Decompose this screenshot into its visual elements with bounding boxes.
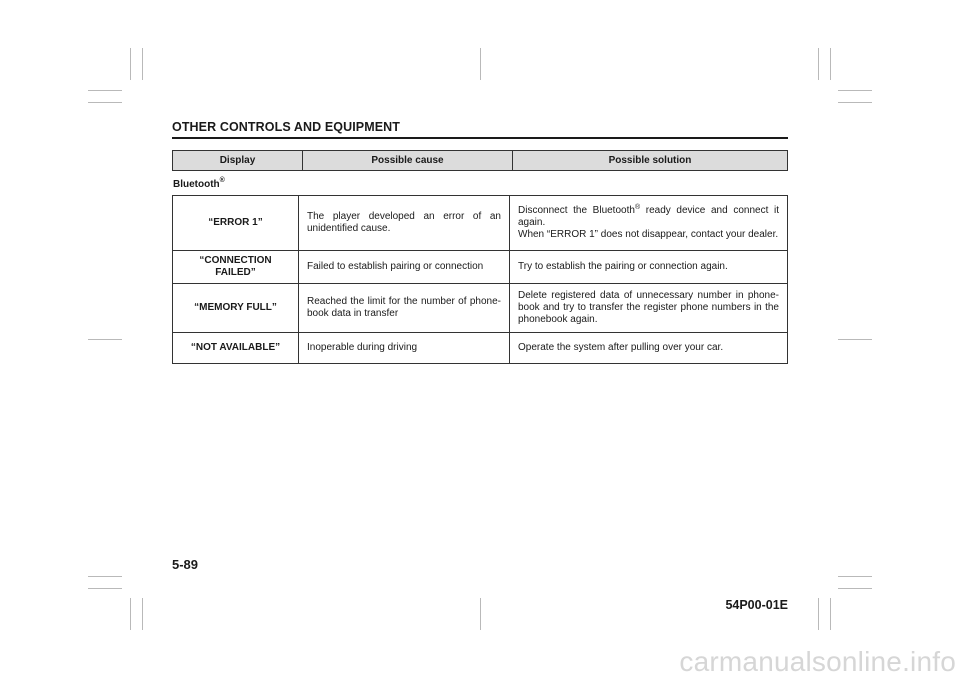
crop-mark [130, 48, 131, 80]
column-header-display: Display [219, 155, 256, 166]
page-number: 5-89 [172, 557, 199, 572]
crop-mark [830, 48, 831, 80]
crop-mark [480, 48, 481, 80]
cause-cell: The player developed an error of an unidentified cause. [299, 196, 510, 251]
solution-cell: Delete registered data of unnecessary number in phone-book and try to transfer the register phone numbers in the phonebook again. [510, 284, 788, 333]
crop-mark [838, 90, 872, 91]
watermark: carmanualsonline.info [679, 646, 956, 677]
table-row [173, 196, 788, 251]
crop-mark [830, 598, 831, 630]
crop-mark [838, 102, 872, 103]
display-cell: “NOT AVAILABLE” [173, 333, 299, 364]
table-row [173, 251, 788, 284]
document-code: 54P00-01E [725, 598, 788, 612]
crop-mark [818, 48, 819, 80]
solution-cell: Operate the system after pulling over your car. [510, 333, 788, 364]
table-row [173, 284, 788, 333]
solution-text: ready device and connect it again. [518, 205, 779, 228]
display-cell [173, 251, 299, 284]
column-header-solution: Possible solution [512, 151, 787, 170]
table-header [172, 150, 788, 171]
header-rule [172, 137, 788, 139]
crop-mark [142, 48, 143, 80]
crop-mark [88, 339, 122, 340]
crop-mark [130, 598, 131, 630]
registered-mark: ® [634, 204, 641, 211]
solution-text: Disconnect the Bluetooth [518, 205, 635, 216]
crop-mark [88, 576, 122, 577]
crop-mark [88, 588, 122, 589]
crop-mark [88, 102, 122, 103]
crop-mark [142, 598, 143, 630]
registered-mark: ® [219, 177, 225, 184]
cause-cell: Failed to establish pairing or connection [299, 251, 510, 284]
table-row [173, 333, 788, 364]
solution-cell [510, 196, 788, 251]
display-line: FAILED” [215, 267, 256, 278]
solution-text: When “ERROR 1” does not disappear, contact your dealer. [518, 229, 779, 240]
subsection-title [173, 179, 225, 190]
cause-cell: Inoperable during driving [299, 333, 510, 364]
solution-cell: Try to establish the pairing or connection again. [510, 251, 788, 284]
crop-mark [838, 588, 872, 589]
display-line: “CONNECTION [199, 255, 272, 266]
crop-mark [88, 90, 122, 91]
crop-mark [480, 598, 481, 630]
display-cell: “ERROR 1” [173, 196, 299, 251]
crop-mark [838, 339, 872, 340]
subsection-label: Bluetooth [173, 179, 220, 190]
section-title: OTHER CONTROLS AND EQUIPMENT [172, 120, 401, 134]
crop-mark [818, 598, 819, 630]
cause-cell: Reached the limit for the number of phone-book data in transfer [299, 284, 510, 333]
crop-mark [838, 576, 872, 577]
display-cell: “MEMORY FULL” [173, 284, 299, 333]
column-header-cause: Possible cause [302, 151, 512, 170]
troubleshooting-table [172, 195, 788, 364]
